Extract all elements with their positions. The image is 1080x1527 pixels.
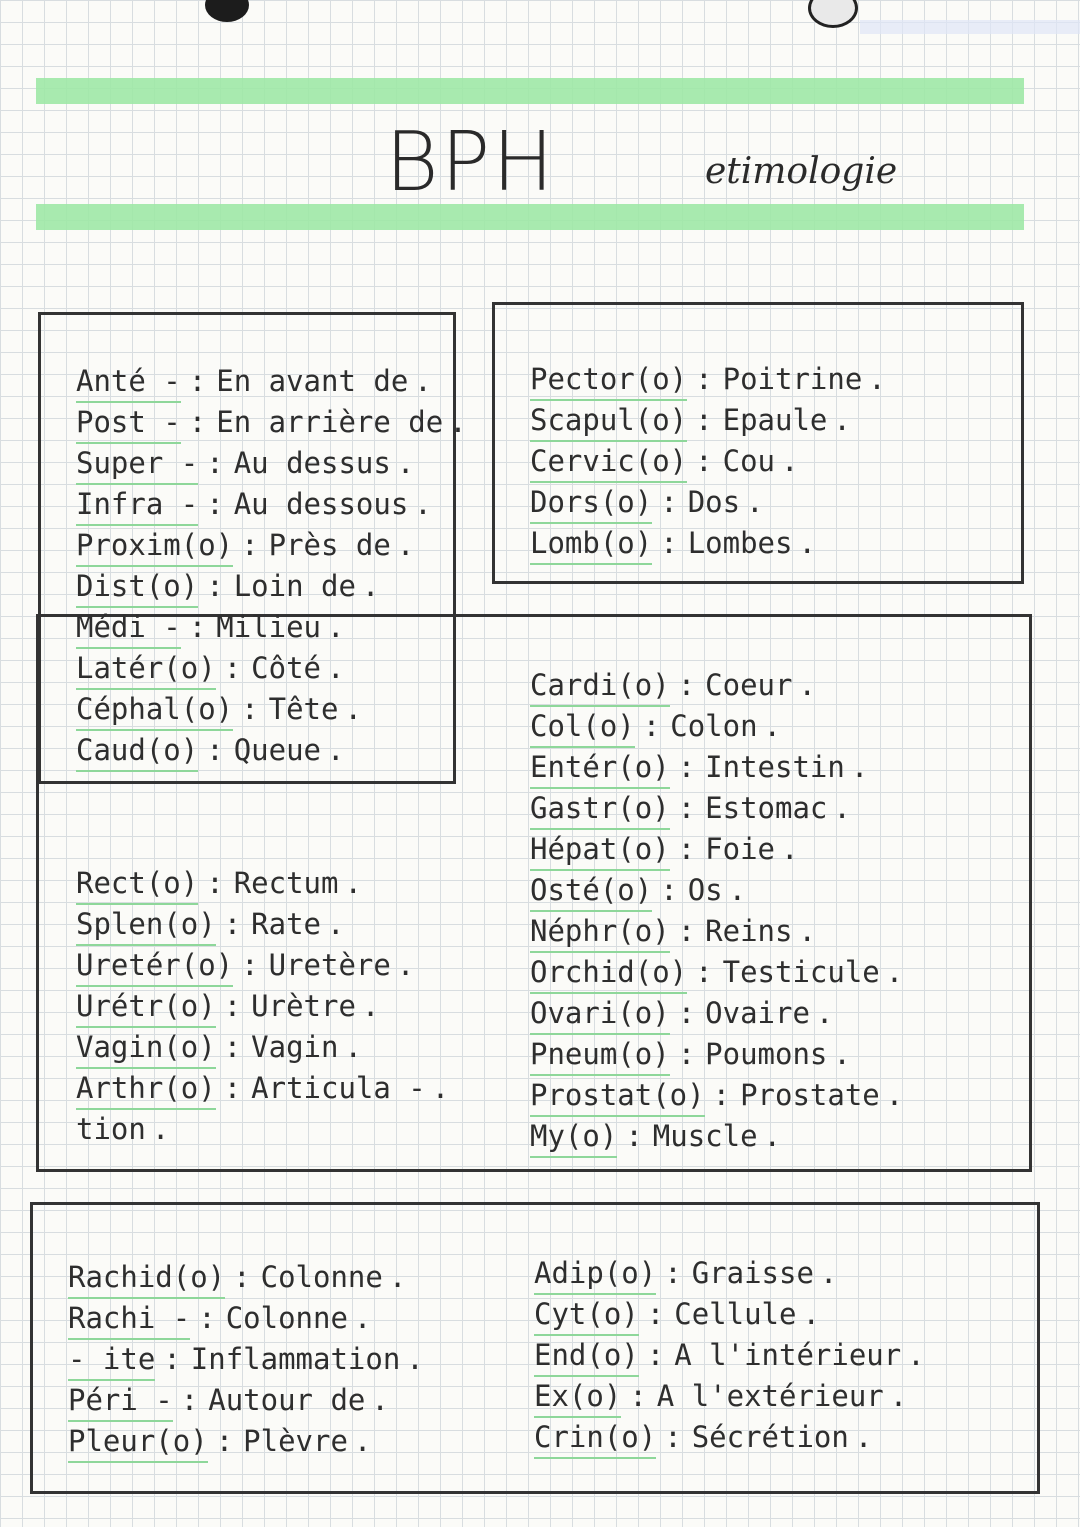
page-subtitle: etimologie [705,151,898,192]
vocab-term: Post - [76,403,181,444]
vocab-definition: A l'extérieur [656,1379,884,1413]
vocab-entry [530,401,886,442]
separator-colon: : [695,403,713,437]
end-dot: . [414,364,432,398]
vocab-definition: Près de [268,528,391,562]
vocab-term: Pector(o) [530,360,687,401]
separator-colon: : [241,528,259,562]
vocab-definition: Os [687,873,723,907]
vocab-definition: Testicule [722,955,880,989]
vocab-entry [534,1336,925,1377]
separator-colon: : [163,1342,181,1376]
end-dot: . [396,528,415,562]
vocab-term: Infra - [76,485,198,526]
vocab-definition: Foie [705,832,775,866]
end-dot: . [781,832,799,866]
vocab-definition: Cellule [674,1297,797,1331]
vocab-term: Cervic(o) [530,442,687,483]
vocab-definition: Milieu [216,610,321,644]
vocab-entry [530,707,903,748]
separator-colon: : [712,1078,731,1112]
end-dot: . [353,1424,372,1458]
vocab-definition: Plèvre [243,1424,348,1458]
vocab-entry [534,1377,925,1418]
vocab-definition: Queue [233,733,321,767]
vocab-definition: En arrière de [216,405,444,439]
end-dot: . [763,1119,782,1153]
separator-colon: : [188,405,207,439]
vocab-definition: Muscle [652,1119,758,1153]
separator-colon: : [241,692,259,726]
vocab-entry [76,731,467,772]
tape-strip [860,20,1080,34]
vocab-term: Splen(o) [76,905,216,946]
vocab-definition: Uretère [268,948,391,982]
vocab-entry [530,483,886,524]
end-dot: . [763,709,782,743]
end-dot: . [889,1379,908,1413]
end-dot: . [798,668,816,702]
vocab-entry [530,666,903,707]
vocab-entry [530,789,903,830]
vocab-entry [76,905,449,946]
vocab-entry [76,526,467,567]
separator-colon: : [188,364,207,398]
vocab-term: Anté - [76,362,181,403]
vocab-definition: A l'intérieur [674,1338,902,1372]
separator-colon: : [642,709,661,743]
separator-colon: : [180,1383,199,1417]
vocab-entry [76,987,449,1028]
vocab-entry [534,1254,925,1295]
separator-colon: : [223,989,242,1023]
vocab-definition: Prostate [740,1078,880,1112]
separator-colon: : [695,362,713,396]
vocab-term: Adip(o) [534,1254,656,1295]
end-dot: . [344,1030,362,1064]
separator-colon: : [664,1256,682,1290]
vocab-definition: Lombes [687,526,793,560]
end-dot: . [327,651,345,685]
vocab-term: Pleur(o) [68,1422,208,1463]
vocab-definition: Epaule [722,403,828,437]
vocab-term: Cyt(o) [534,1295,639,1336]
vocab-term: Rachi - [68,1299,190,1340]
vocab-entry [530,1035,903,1076]
vocab-entry [534,1295,925,1336]
end-dot: . [151,1112,170,1146]
separator-colon: : [223,651,242,685]
separator-colon: : [677,996,696,1030]
end-dot: . [361,569,380,603]
end-dot: . [907,1338,925,1372]
vocab-entry [530,830,903,871]
vocab-term: Ovari(o) [530,994,670,1035]
end-dot: . [371,1383,389,1417]
vocab-entry [76,649,467,690]
vocab-definition: Sécrétion [691,1420,849,1454]
end-dot: . [781,444,799,478]
end-dot: . [353,1301,372,1335]
end-dot: . [431,1071,450,1105]
vocab-term: Super - [76,444,198,485]
end-dot: . [406,1342,424,1376]
binder-hole-left [205,0,249,22]
vocab-definition: Ovaire [705,996,810,1030]
separator-colon: : [215,1424,234,1458]
vocab-entry [68,1422,424,1463]
list-position [76,362,467,772]
separator-colon: : [206,866,224,900]
vocab-definition: Au dessous [233,487,409,521]
vocab-term: Osté(o) [530,871,652,912]
end-dot: . [868,362,886,396]
vocab-definition: Colon [670,709,758,743]
vocab-entry [76,444,467,485]
separator-colon: : [625,1119,643,1153]
end-dot: . [885,955,904,989]
vocab-term: Vagin(o) [76,1028,216,1069]
list-organs [530,666,903,1158]
end-dot: . [344,866,362,900]
vocab-definition: Reins [705,914,793,948]
vocab-entry [530,994,903,1035]
vocab-term: Pneum(o) [530,1035,670,1076]
vocab-term: Dors(o) [530,483,652,524]
end-dot: . [746,485,764,519]
vocab-term: Arthr(o) [76,1069,216,1110]
vocab-definition: Côté [251,651,321,685]
separator-colon: : [660,873,678,907]
separator-colon: : [677,1037,696,1071]
separator-colon: : [677,832,696,866]
vocab-entry [530,748,903,789]
vocab-entry [76,690,467,731]
vocab-term: Hépat(o) [530,830,670,871]
vocab-entry [76,608,467,649]
vocab-definition: Loin de [233,569,356,603]
separator-colon: : [223,1030,242,1064]
vocab-definition: Intestin [705,750,845,784]
vocab-term: Urétr(o) [76,987,216,1028]
vocab-entry [68,1258,424,1299]
vocab-term: Proxim(o) [76,526,233,567]
vocab-entry [530,524,886,565]
vocab-definition: Autour de [208,1383,366,1417]
end-dot: . [344,692,362,726]
vocab-term: Latér(o) [76,649,216,690]
end-dot: . [833,791,851,825]
separator-colon: : [223,907,242,941]
vocab-definition: Articula - [251,1071,426,1105]
separator-colon: : [646,1297,665,1331]
vocab-entry [76,946,449,987]
vocab-term: Néphr(o) [530,912,670,953]
vocab-term: Orchid(o) [530,953,687,994]
vocab-term: Ex(o) [534,1377,621,1418]
separator-colon: : [198,1301,216,1335]
end-dot: . [396,446,415,480]
vocab-term: Crin(o) [534,1418,656,1459]
end-dot: . [819,1256,838,1290]
vocab-entry [76,864,449,905]
vocab-term: Rachid(o) [68,1258,225,1299]
vocab-term: Rect(o) [76,864,198,905]
vocab-entry [530,442,886,483]
vocab-definition: Estomac [705,791,828,825]
end-dot: . [850,750,869,784]
vocab-entry [76,362,467,403]
separator-colon: : [660,526,678,560]
end-dot: . [833,1037,851,1071]
end-dot: . [854,1420,873,1454]
end-dot: . [802,1297,820,1331]
end-dot: . [833,403,851,437]
separator-colon: : [241,948,259,982]
end-dot: . [449,405,467,439]
vocab-entry [530,871,903,912]
vocab-entry [76,1069,449,1110]
vocab-definition: Vagin [251,1030,339,1064]
vocab-definition: Cou [722,444,775,478]
page-title: BPH [385,115,556,210]
vocab-definition: Graisse [691,1256,814,1290]
binder-hole-right [808,0,858,28]
separator-colon: : [223,1071,242,1105]
vocab-term: Uretér(o) [76,946,233,987]
vocab-definition: Colonne [225,1301,348,1335]
separator-colon: : [695,444,713,478]
vocab-entry [76,567,467,608]
highlight-bar-top [36,78,1024,104]
end-dot: . [728,873,747,907]
list-misc-left [68,1258,424,1463]
separator-colon: : [677,668,696,702]
vocab-term: Céphal(o) [76,690,233,731]
vocab-entry [68,1340,424,1381]
vocab-definition: Tête [268,692,339,726]
vocab-definition: Inflammation [190,1342,401,1376]
separator-colon: : [677,914,696,948]
separator-colon: : [206,446,224,480]
vocab-entry [530,360,886,401]
vocab-entry [68,1381,424,1422]
end-dot: . [327,907,345,941]
separator-colon: : [206,733,224,767]
list-lower-organs [76,864,449,1149]
vocab-entry [534,1418,925,1459]
vocab-entry [76,403,467,444]
vocab-definition: Rate [251,907,321,941]
end-dot: . [396,948,415,982]
vocab-definition: Urètre [251,989,356,1023]
vocab-term: Scapul(o) [530,401,687,442]
vocab-term: Entér(o) [530,748,670,789]
vocab-term: End(o) [534,1336,639,1377]
list-misc-right [534,1254,925,1459]
separator-colon: : [206,569,224,603]
end-dot: . [414,487,432,521]
end-dot: . [327,610,345,644]
vocab-term: Péri - [68,1381,173,1422]
vocab-entry [76,1110,449,1149]
vocab-definition: Au dessus [233,446,391,480]
vocab-definition: Poitrine [722,362,863,396]
end-dot: . [388,1260,407,1294]
vocab-term: Caud(o) [76,731,198,772]
end-dot: . [327,733,345,767]
vocab-entry [530,1117,903,1158]
vocab-definition: Rectum [233,866,339,900]
separator-colon: : [188,610,207,644]
vocab-term: Médi - [76,608,181,649]
vocab-term: Cardi(o) [530,666,670,707]
separator-colon: : [695,955,713,989]
vocab-term: - ite [68,1340,155,1381]
end-dot: . [815,996,834,1030]
vocab-entry [530,912,903,953]
separator-colon: : [206,487,224,521]
vocab-entry [76,1028,449,1069]
vocab-entry [76,485,467,526]
vocab-definition: tion [76,1112,146,1146]
end-dot: . [885,1078,904,1112]
vocab-term: My(o) [530,1117,617,1158]
vocab-definition: En avant de [216,364,409,398]
vocab-definition: Poumons [705,1037,828,1071]
separator-colon: : [629,1379,647,1413]
vocab-entry [530,1076,903,1117]
vocab-term: Prostat(o) [530,1076,705,1117]
vocab-term: Dist(o) [76,567,198,608]
vocab-entry [530,953,903,994]
vocab-term: Lomb(o) [530,524,652,565]
vocab-term: Gastr(o) [530,789,670,830]
end-dot: . [798,914,816,948]
separator-colon: : [677,750,696,784]
vocab-definition: Coeur [705,668,793,702]
separator-colon: : [233,1260,251,1294]
vocab-definition: Dos [687,485,741,519]
list-body-regions [530,360,886,565]
vocab-entry [68,1299,424,1340]
separator-colon: : [664,1420,682,1454]
separator-colon: : [646,1338,665,1372]
vocab-definition: Colonne [260,1260,383,1294]
end-dot: . [361,989,380,1023]
end-dot: . [798,526,816,560]
vocab-term: Col(o) [530,707,635,748]
separator-colon: : [677,791,696,825]
separator-colon: : [660,485,678,519]
